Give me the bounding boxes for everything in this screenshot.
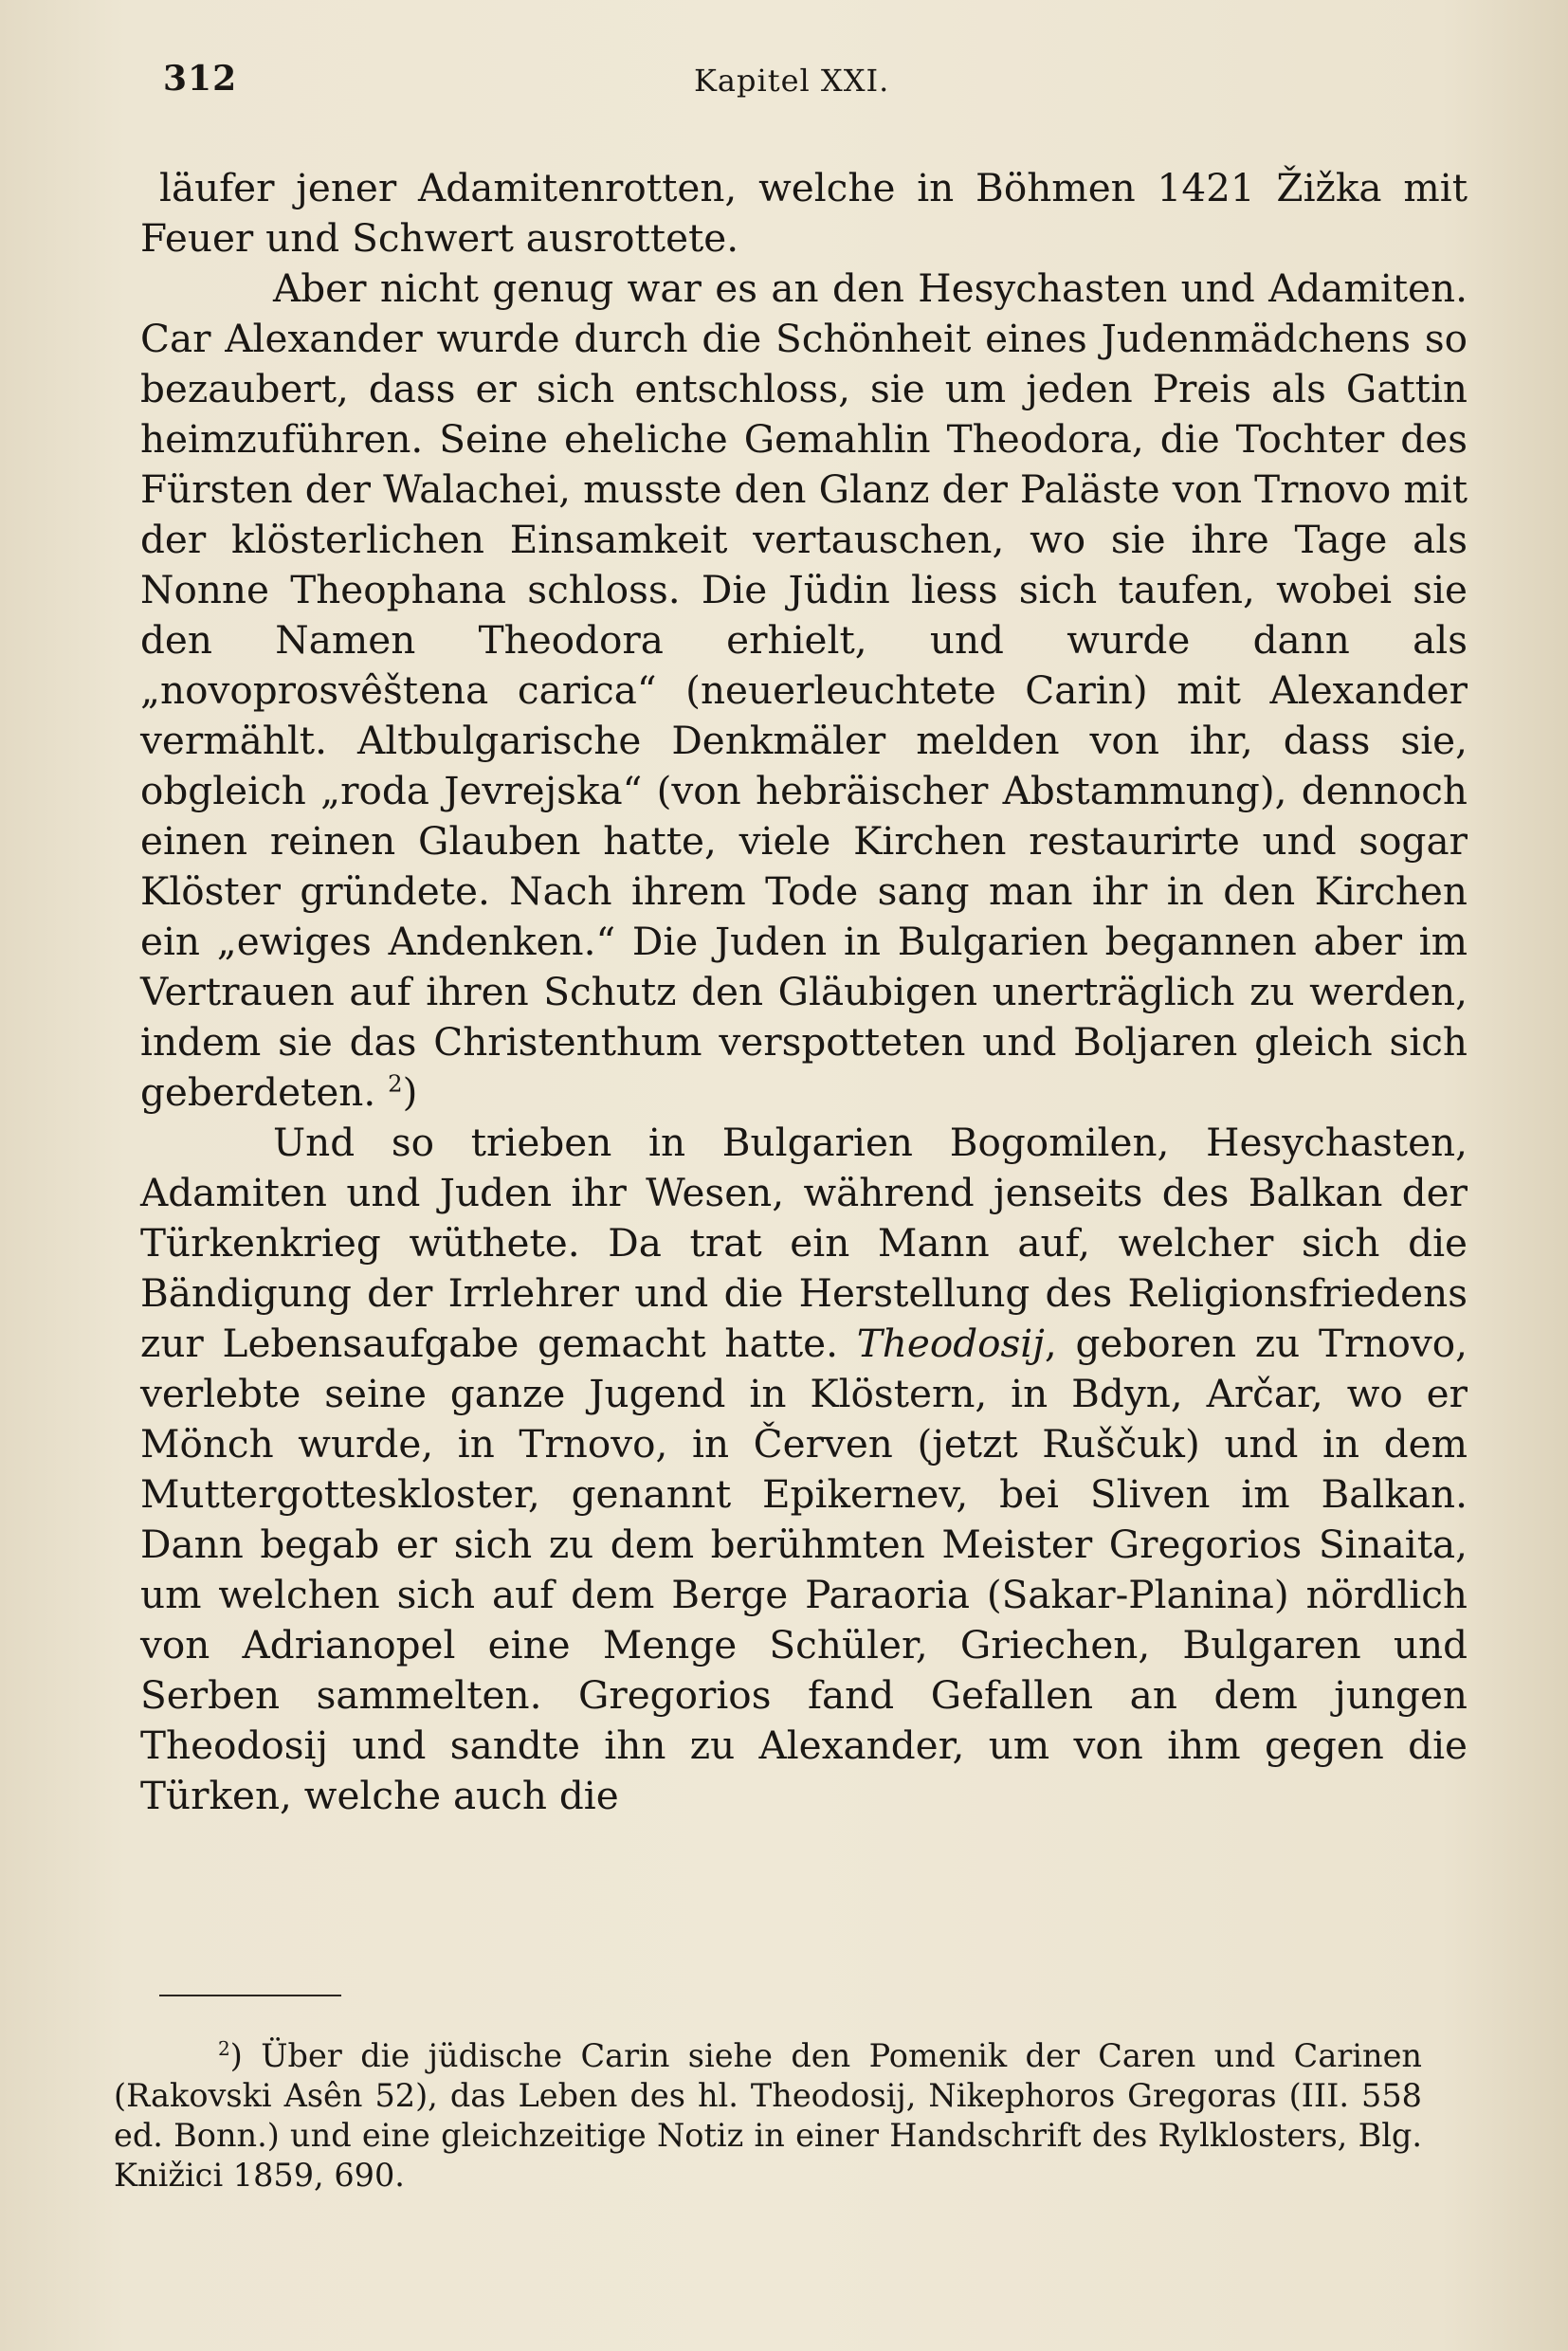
footnote-marker: 2 bbox=[218, 2036, 230, 2060]
footnote-reference[interactable]: 2 bbox=[388, 1069, 403, 1098]
paragraph-text: Und so trieben in Bulgarien Bogomilen, Hesychasten, Adamiten und Juden ihr Wesen, während jenseits des Balkan der Türkenkrieg wüthete. Da trat ein Mann auf, welcher sich die Bändigung der Irrlehrer und die Herstellung des Religionsfriedens zur Lebensaufgabe gemacht hatte. bbox=[140, 1120, 1468, 1366]
paragraph bbox=[140, 264, 1468, 1118]
paragraph-continuation bbox=[140, 163, 1468, 264]
footnote-text: ) Über die jüdische Carin siehe den Pomenik der Caren und Carinen (Rakovski Asên 52), das Leben des hl. Theodosij, Nikephoros Gregoras (III. 558 ed. Bonn.) und eine gleichzeitige Notiz in einer Handschrift des Rylklosters, Blg. Knižici 1859, 690. bbox=[114, 2037, 1422, 2194]
footnotes bbox=[114, 2036, 1422, 2196]
page-number: 312 bbox=[163, 59, 238, 99]
main-text bbox=[140, 163, 1468, 1821]
running-head: Kapitel XXI. bbox=[694, 63, 890, 99]
footnote-reference-bracket: ) bbox=[402, 1069, 418, 1115]
paragraph-text: Aber nicht genug war es an den Hesychasten und Adamiten. Car Alexander wurde durch die Schönheit eines Judenmädchens so bezaubert, dass er sich entschloss, sie um jeden Preis als Gattin heimzuführen. Seine eheliche Gemahlin Theodora, die Tochter des Fürsten der Walachei, musste den Glanz der Paläste von Trnovo mit der klösterlichen Einsamkeit vertauschen, wo sie ihre Tage als Nonne Theophana schloss. Die Jüdin liess sich taufen, wobei sie den Namen Theodora erhielt, und wurde dann als „novoprosvêštena carica“ (neuerleuchtete Carin) mit Alexander vermählt. Altbulgarische Denkmäler melden von ihr, dass sie, obgleich „roda Jevrejska“ (von hebräischer Abstammung), dennoch einen reinen Glauben hatte, viele Kirchen restaurirte und sogar Klöster gründete. Nach ihrem Tode sang man ihr in den Kirchen ein „ewiges Andenken.“ Die Juden in Bulgarien begannen aber im Vertrauen auf ihren Schutz den Gläubigen unerträglich zu werden, indem sie das Christenthum verspotteten und Boljaren gleich sich geberdeten. bbox=[140, 265, 1468, 1115]
page-header bbox=[163, 59, 1433, 116]
italic-name: Theodosij bbox=[856, 1321, 1045, 1366]
footnote bbox=[114, 2036, 1422, 2196]
footnote-divider bbox=[159, 1995, 341, 1996]
paragraph bbox=[140, 1118, 1468, 1821]
paragraph-text: läufer jener Adamitenrotten, welche in Böhmen 1421 Žižka mit Feuer und Schwert ausrottete. bbox=[140, 165, 1468, 261]
paragraph-text: , geboren zu Trnovo, verlebte seine ganze Jugend in Klöstern, in Bdyn, Arčar, wo er Mönch wurde, in Trnovo, in Červen (jetzt Ruščuk) und in dem Muttergotteskloster, genannt Epikernev, bei Sliven im Balkan. Dann begab er sich zu dem berühmten Meister Gregorios Sinaita, um welchen sich auf dem Berge Paraoria (Sakar-Planina) nördlich von Adrianopel eine Menge Schüler, Griechen, Bulgaren und Serben sammelten. Gregorios fand Gefallen an dem jungen Theodosij und sandte ihn zu Alexander, um von ihm gegen die Türken, welche auch die bbox=[140, 1321, 1468, 1818]
